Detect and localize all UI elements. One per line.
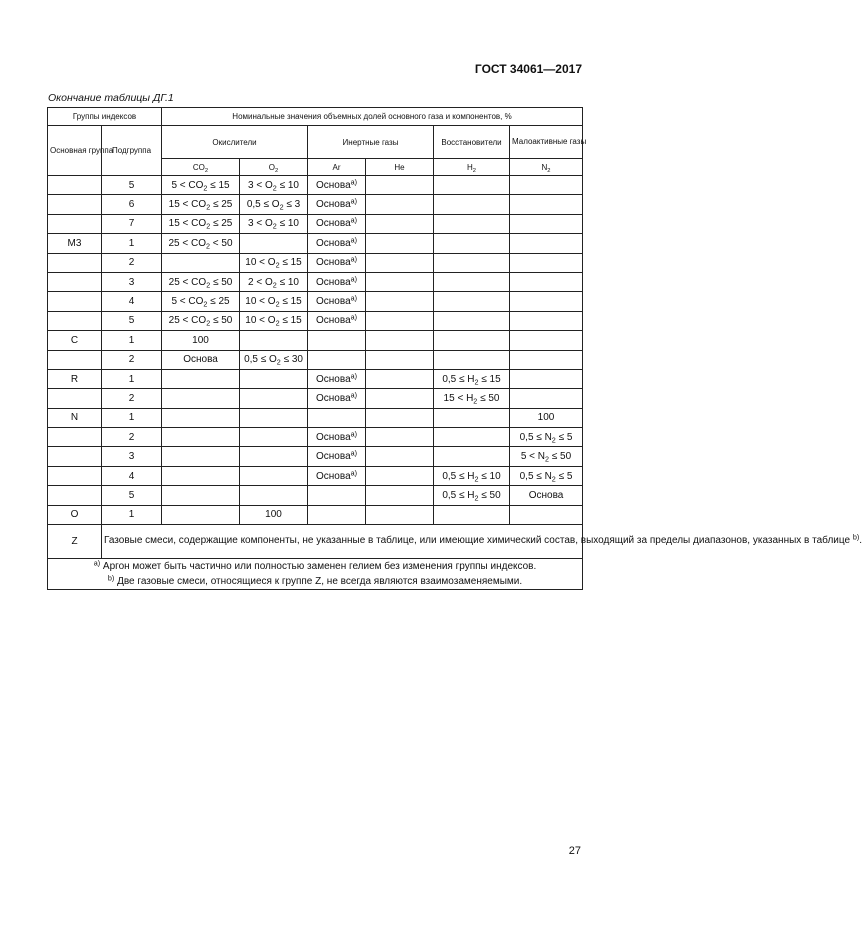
cell-main-group [48,272,102,291]
cell-h2 [434,505,510,524]
cell-o2: $0,5 \le O_2 \le 3$ [240,195,308,214]
cell-co2: 100 [162,331,240,350]
cell-he [366,292,434,311]
z-group-description: Газовые смеси, содержащие компоненты, не указанные в таблице, или имеющие химический состав, выходящий за пределы диапазонов, указанных в таблице $^{b)}$. [102,525,583,559]
cell-n2 [510,311,583,330]
cell-o2 [240,331,308,350]
cell-h2 [434,253,510,272]
cell-co2: $25 < CO_2 \le 50$ [162,272,240,291]
header-subgroup: Подгруппа [102,126,162,176]
cell-ar: Основа$^{a)}$ [308,234,366,253]
table-row [48,428,583,447]
cell-subgroup: 1 [102,234,162,253]
table-row [48,311,583,330]
cell-he [366,253,434,272]
cell-n2 [510,195,583,214]
header-oxidizers: Окислители [162,126,308,159]
cell-n2 [510,253,583,272]
table-row [48,466,583,485]
cell-ar [308,331,366,350]
gas-index-table [47,107,862,590]
cell-h2 [434,447,510,466]
cell-ar: Основа$^{a)}$ [308,466,366,485]
cell-co2: $15 < CO_2 \le 25$ [162,195,240,214]
header-o2: $O_2$ [240,159,308,176]
cell-main-group [48,428,102,447]
cell-he [366,428,434,447]
cell-n2 [510,234,583,253]
cell-n2: $0,5 \le N_2 \le 5$ [510,466,583,485]
z-group-cell: Z [48,525,102,559]
cell-subgroup: 1 [102,505,162,524]
table-row [48,389,583,408]
cell-h2 [434,234,510,253]
cell-main-group [48,292,102,311]
table-row [48,505,583,524]
cell-co2 [162,505,240,524]
cell-o2: $10 < O_2 \le 15$ [240,311,308,330]
cell-h2 [434,195,510,214]
cell-ar: Основа$^{a)}$ [308,447,366,466]
cell-co2 [162,486,240,505]
table-caption: Окончание таблицы ДГ.1 [48,92,174,104]
cell-h2: $0,5 \le H_2 \le 15$ [434,369,510,388]
header-n2: $N_2$ [510,159,583,176]
cell-ar [308,505,366,524]
table-row [48,292,583,311]
cell-n2 [510,214,583,233]
cell-subgroup: 2 [102,350,162,369]
cell-h2: $0,5 \le H_2 \le 10$ [434,466,510,485]
cell-subgroup: 4 [102,292,162,311]
cell-o2 [240,369,308,388]
cell-o2: $2 < O_2 \le 10$ [240,272,308,291]
cell-o2: $10 < O_2 \le 15$ [240,253,308,272]
cell-ar [308,350,366,369]
cell-subgroup: 2 [102,428,162,447]
header-he: He [366,159,434,176]
cell-n2: $0,5 \le N_2 \le 5$ [510,428,583,447]
cell-subgroup: 5 [102,176,162,195]
cell-o2 [240,408,308,427]
cell-co2 [162,428,240,447]
footnote-b: $^{b)}$ Две газовые смеси, относящиеся к группе Z, не всегда являются взаимозаменяемыми. [107,573,523,588]
table-row [48,272,583,291]
cell-n2: Основа [510,486,583,505]
cell-ar: Основа$^{a)}$ [308,292,366,311]
cell-ar: Основа$^{a)}$ [308,369,366,388]
cell-he [366,272,434,291]
cell-he [366,486,434,505]
cell-main-group [48,466,102,485]
cell-h2 [434,272,510,291]
cell-subgroup: 1 [102,331,162,350]
standard-designation: ГОСТ 34061—2017 [474,62,582,76]
cell-o2: $10 < O_2 \le 15$ [240,292,308,311]
cell-n2: 100 [510,408,583,427]
cell-o2 [240,389,308,408]
cell-ar [308,486,366,505]
cell-ar: Основа$^{a)}$ [308,253,366,272]
cell-co2: $5 < CO_2 \le 25$ [162,292,240,311]
cell-subgroup: 4 [102,466,162,485]
cell-ar: Основа$^{a)}$ [308,214,366,233]
cell-main-group [48,253,102,272]
cell-n2 [510,350,583,369]
table-row [48,176,583,195]
table-body [48,176,583,525]
cell-subgroup: 3 [102,447,162,466]
cell-subgroup: 7 [102,214,162,233]
table-row [48,234,583,253]
cell-n2 [510,505,583,524]
cell-co2: $25 < CO_2 \le 50$ [162,311,240,330]
cell-co2 [162,369,240,388]
cell-main-group: N [48,408,102,427]
cell-main-group [48,486,102,505]
table-row [48,214,583,233]
cell-co2: $5 < CO_2 \le 15$ [162,176,240,195]
cell-subgroup: 1 [102,369,162,388]
cell-h2 [434,428,510,447]
header-ar: Ar [308,159,366,176]
cell-co2 [162,447,240,466]
cell-ar: Основа$^{a)}$ [308,272,366,291]
cell-h2 [434,214,510,233]
cell-ar: Основа$^{a)}$ [308,389,366,408]
cell-co2: $15 < CO_2 \le 25$ [162,214,240,233]
cell-o2 [240,234,308,253]
cell-main-group: C [48,331,102,350]
cell-n2 [510,389,583,408]
cell-h2 [434,311,510,330]
cell-he [366,176,434,195]
table-row [48,253,583,272]
cell-he [366,214,434,233]
header-h2: $H_2$ [434,159,510,176]
table-footer [48,525,862,590]
cell-main-group [48,447,102,466]
cell-n2 [510,272,583,291]
footnote-a: $^{a)}$ Аргон может быть частично или полностью заменен гелием без изменения группы индексов. [93,558,537,573]
cell-he [366,331,434,350]
cell-subgroup: 1 [102,408,162,427]
cell-subgroup: 5 [102,486,162,505]
cell-main-group [48,176,102,195]
header-inert-gases: Инертные газы [308,126,434,159]
cell-subgroup: 5 [102,311,162,330]
header-nominal-values: Номинальные значения объемных долей основного газа и компонентов, % [162,108,583,126]
cell-h2 [434,292,510,311]
cell-co2: $25 < CO_2 < 50$ [162,234,240,253]
cell-subgroup: 3 [102,272,162,291]
cell-he [366,369,434,388]
cell-main-group [48,350,102,369]
cell-h2 [434,408,510,427]
cell-o2: $0,5 \le O_2 \le 30$ [240,350,308,369]
cell-h2 [434,176,510,195]
cell-subgroup: 2 [102,389,162,408]
header-low-active-gases: Малоактивные газы [510,126,583,159]
table-row [48,350,583,369]
cell-o2: 100 [240,505,308,524]
cell-n2: $5 < N_2 \le 50$ [510,447,583,466]
cell-main-group [48,311,102,330]
cell-main-group [48,195,102,214]
cell-co2 [162,466,240,485]
cell-h2: $0,5 \le H_2 \le 50$ [434,486,510,505]
cell-h2 [434,350,510,369]
cell-n2 [510,369,583,388]
cell-he [366,505,434,524]
table-row [48,408,583,427]
cell-ar: Основа$^{a)}$ [308,176,366,195]
cell-subgroup: 2 [102,253,162,272]
cell-main-group [48,389,102,408]
cell-he [366,466,434,485]
cell-ar: Основа$^{a)}$ [308,311,366,330]
cell-o2: $3 < O_2 \le 10$ [240,176,308,195]
cell-main-group [48,214,102,233]
cell-h2: $15 < H_2 \le 50$ [434,389,510,408]
cell-co2 [162,408,240,427]
cell-co2 [162,253,240,272]
table-row [48,486,583,505]
cell-co2: Основа [162,350,240,369]
cell-o2 [240,466,308,485]
cell-he [366,311,434,330]
cell-he [366,447,434,466]
cell-main-group: R [48,369,102,388]
cell-he [366,195,434,214]
table-row [48,369,583,388]
header-index-groups: Группы индексов [48,108,162,126]
cell-subgroup: 6 [102,195,162,214]
cell-he [366,389,434,408]
cell-n2 [510,176,583,195]
cell-ar: Основа$^{a)}$ [308,428,366,447]
cell-he [366,408,434,427]
cell-o2: $3 < O_2 \le 10$ [240,214,308,233]
cell-he [366,234,434,253]
header-reducing-agents: Восстановители [434,126,510,159]
table-row [48,447,583,466]
table-row [48,195,583,214]
cell-h2 [434,331,510,350]
cell-main-group: O [48,505,102,524]
cell-he [366,350,434,369]
cell-o2 [240,486,308,505]
footnotes [48,559,583,590]
table-row [48,331,583,350]
cell-ar: Основа$^{a)}$ [308,195,366,214]
cell-o2 [240,428,308,447]
page-number: 27 [568,845,581,857]
cell-n2 [510,331,583,350]
cell-main-group: M3 [48,234,102,253]
header-co2: $CO_2$ [162,159,240,176]
cell-o2 [240,447,308,466]
cell-ar [308,408,366,427]
header-main-group: Основная группа [48,126,102,176]
cell-n2 [510,292,583,311]
cell-co2 [162,389,240,408]
